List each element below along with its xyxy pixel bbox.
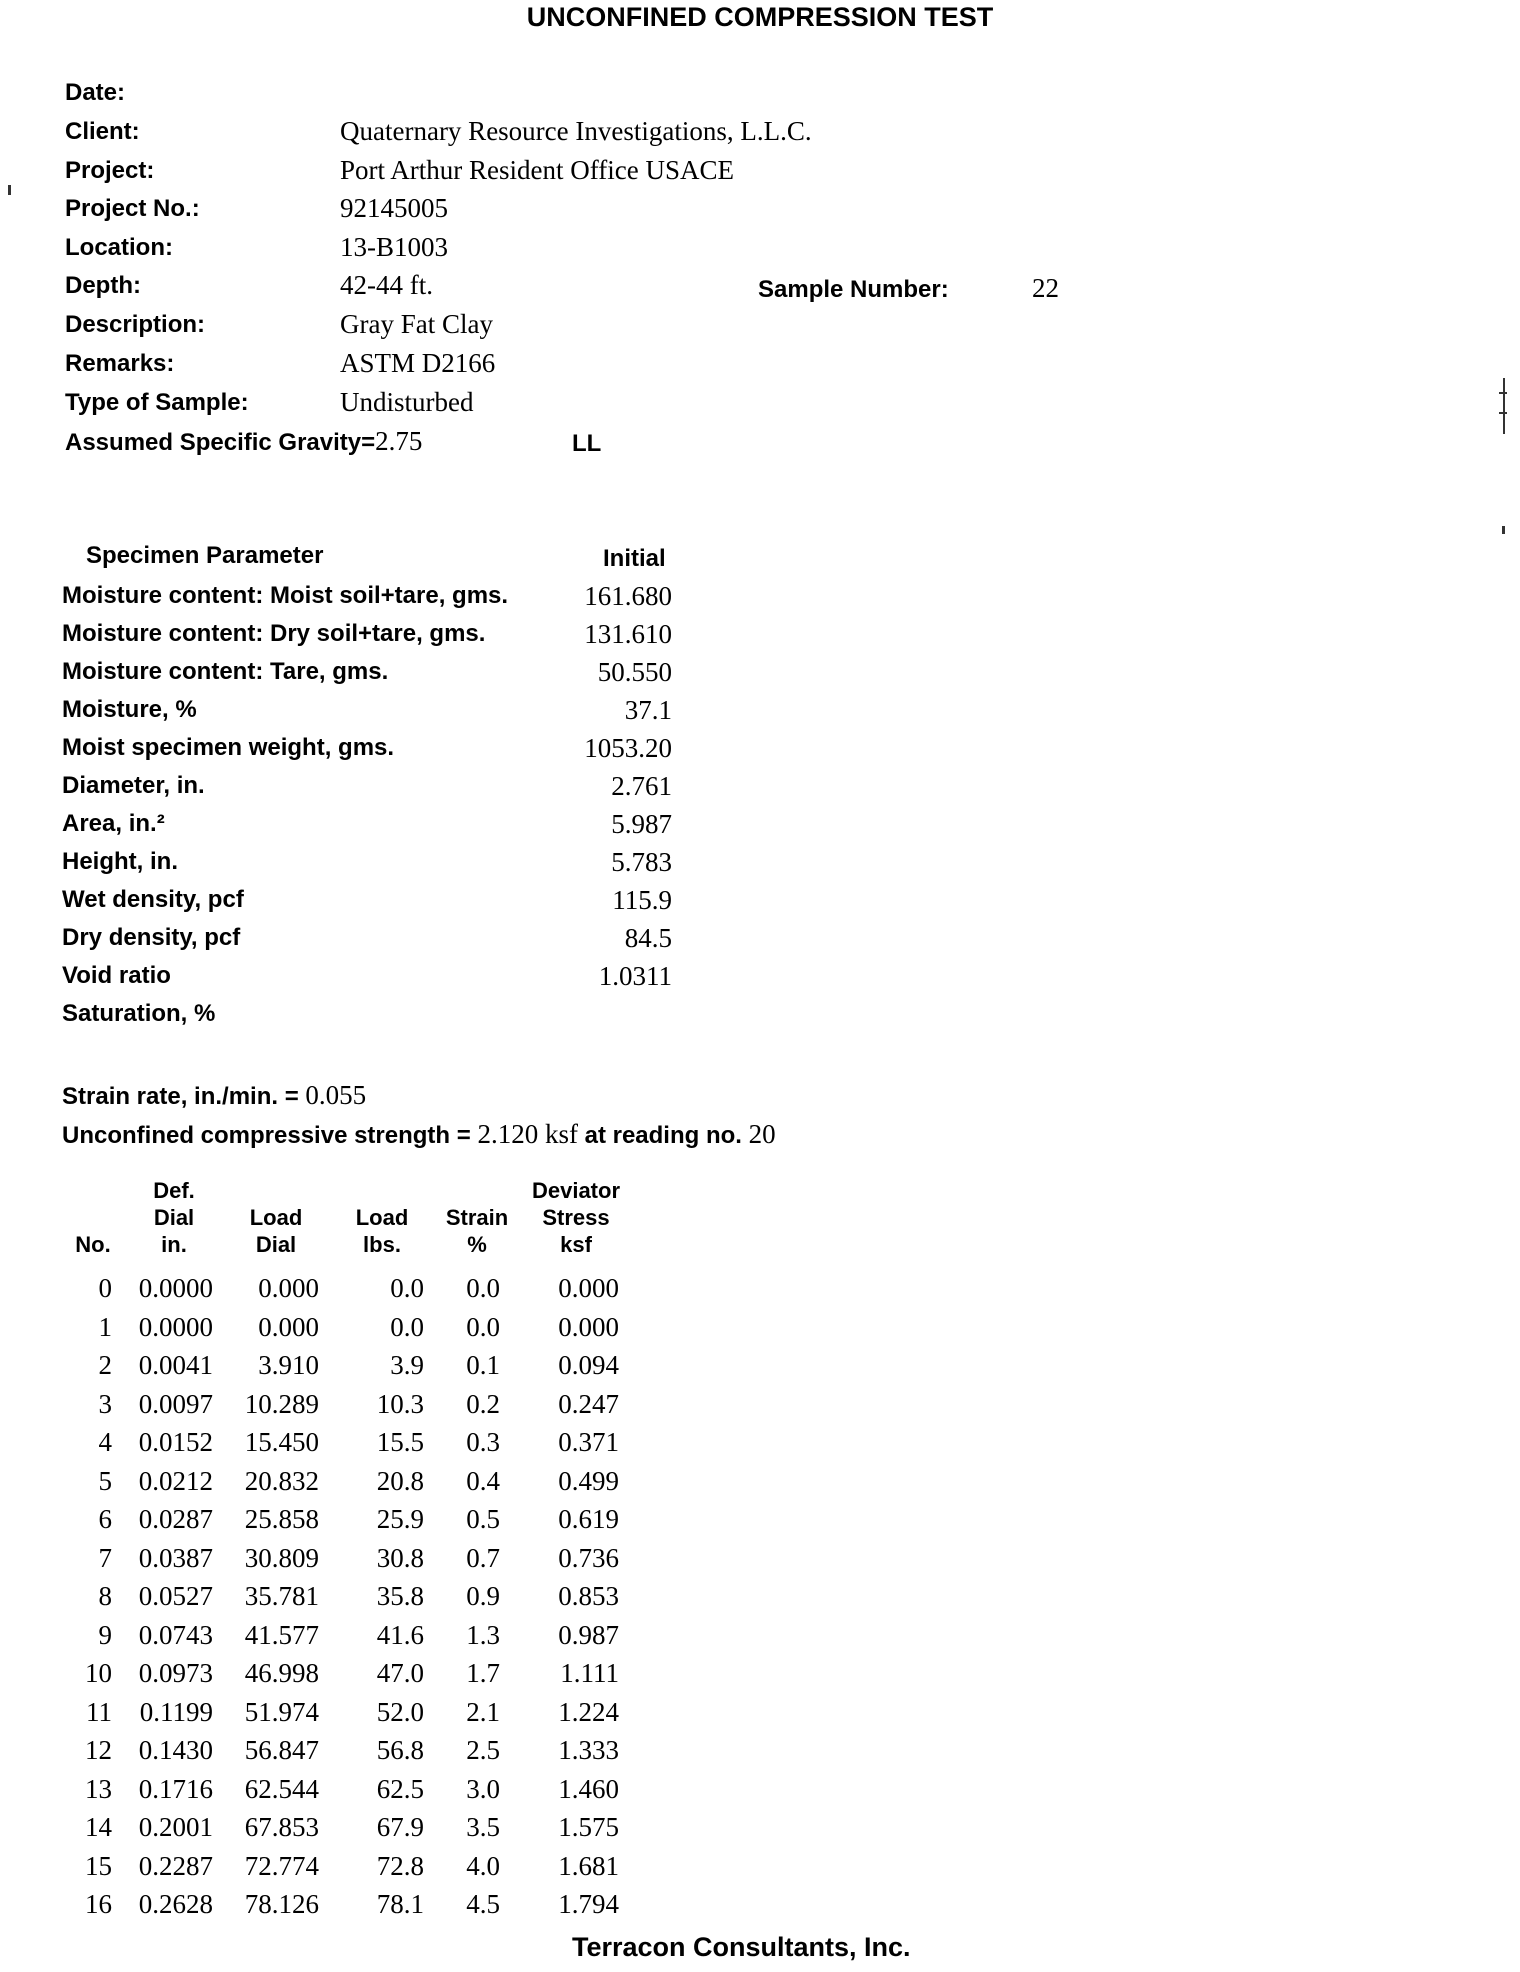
cell-deviator-stress: 0.619	[558, 1504, 619, 1534]
project-value: Port Arthur Resident Office USACE	[340, 155, 734, 185]
cell-load-dial: 0.000	[258, 1273, 319, 1303]
cell-strain: 0.9	[466, 1581, 500, 1611]
specimen-row	[62, 886, 672, 924]
scan-mark	[8, 185, 11, 195]
strain-rate-label: Strain rate, in./min. =	[62, 1083, 306, 1110]
specimen-row-label: Saturation, %	[62, 1000, 216, 1027]
location-value: 13-B1003	[340, 232, 448, 262]
specimen-row	[62, 924, 672, 962]
cell-no: 6	[98, 1504, 112, 1534]
cell-load-dial: 25.858	[244, 1504, 319, 1534]
cell-load-lbs: 30.8	[376, 1543, 424, 1573]
cell-deviator-stress: 1.224	[558, 1697, 619, 1727]
cell-strain: 3.5	[466, 1812, 500, 1842]
cell-def-dial: 0.0743	[138, 1620, 213, 1650]
ucs-label: Unconfined compressive strength =	[62, 1122, 478, 1149]
cell-def-dial: 0.2628	[138, 1889, 213, 1919]
cell-load-lbs: 35.8	[376, 1581, 424, 1611]
cell-load-lbs: 52.0	[376, 1697, 424, 1727]
ucs-line	[62, 1119, 776, 1150]
cell-no: 2	[98, 1350, 112, 1380]
client-value: Quaternary Resource Investigations, L.L.C.	[340, 116, 812, 146]
cell-strain: 0.0	[466, 1312, 500, 1342]
cell-load-lbs: 10.3	[376, 1389, 424, 1419]
specimen-row	[62, 658, 672, 696]
cell-strain: 0.3	[466, 1427, 500, 1457]
column-header-load-lbs: Load	[355, 1205, 409, 1230]
cell-def-dial: 0.0041	[138, 1350, 213, 1380]
cell-no: 11	[86, 1697, 112, 1727]
cell-no: 8	[98, 1581, 112, 1611]
column-header-def-dial: Dial	[153, 1205, 195, 1230]
ucs-value: 2.120 ksf	[477, 1119, 578, 1149]
specimen-parameter-header: Specimen Parameter	[86, 542, 324, 569]
depth-label: Depth:	[65, 272, 141, 299]
cell-def-dial: 0.0097	[138, 1389, 213, 1419]
cell-load-dial: 35.781	[244, 1581, 319, 1611]
specimen-row-label: Moisture content: Dry soil+tare, gms.	[62, 620, 486, 647]
cell-load-dial: 51.974	[244, 1697, 319, 1727]
strain-rate-value: 0.055	[305, 1080, 367, 1110]
cell-no: 10	[85, 1658, 112, 1688]
column-header-load-dial: Load	[249, 1205, 303, 1230]
specimen-row	[62, 582, 672, 620]
specific-gravity-label: Assumed Specific Gravity=	[65, 429, 376, 456]
cell-deviator-stress: 0.000	[558, 1273, 619, 1303]
cell-strain: 1.3	[466, 1620, 500, 1650]
cell-def-dial: 0.0287	[138, 1504, 213, 1534]
specimen-row-value: 5.783	[611, 847, 672, 877]
specimen-row-label: Area, in.²	[62, 810, 165, 837]
cell-no: 5	[98, 1466, 112, 1496]
cell-deviator-stress: 1.111	[560, 1658, 619, 1688]
cell-load-lbs: 3.9	[390, 1350, 424, 1380]
cell-no: 16	[85, 1889, 112, 1919]
specimen-row	[62, 962, 672, 1000]
cell-def-dial: 0.0000	[138, 1312, 213, 1342]
cell-load-lbs: 15.5	[376, 1427, 424, 1457]
specimen-row-value: 2.761	[611, 771, 672, 801]
specimen-row	[62, 772, 672, 810]
specimen-row	[62, 696, 672, 734]
cell-def-dial: 0.0387	[138, 1543, 213, 1573]
cell-def-dial: 0.1430	[138, 1735, 213, 1765]
specimen-row-label: Moisture content: Tare, gms.	[62, 658, 389, 685]
client-label: Client:	[65, 118, 140, 145]
cell-strain: 2.1	[466, 1697, 500, 1727]
description-value: Gray Fat Clay	[340, 309, 493, 339]
cell-load-lbs: 62.5	[376, 1774, 424, 1804]
column-header-deviator-stress: Stress	[542, 1205, 610, 1230]
cell-load-dial: 62.544	[244, 1774, 319, 1804]
specimen-row-value: 50.550	[597, 657, 672, 687]
specimen-row	[62, 848, 672, 886]
specimen-row-value: 161.680	[584, 581, 672, 611]
specimen-row	[62, 1000, 672, 1038]
specimen-row	[62, 734, 672, 772]
cell-load-dial: 56.847	[244, 1735, 319, 1765]
cell-deviator-stress: 1.681	[558, 1851, 619, 1881]
cell-strain: 2.5	[466, 1735, 500, 1765]
cell-deviator-stress: 1.460	[558, 1774, 619, 1804]
column-header-load-lbs: lbs.	[363, 1232, 401, 1257]
cell-strain: 3.0	[466, 1774, 500, 1804]
cell-load-dial: 3.910	[258, 1350, 319, 1380]
cell-load-lbs: 47.0	[376, 1658, 424, 1688]
cell-def-dial: 0.0152	[138, 1427, 213, 1457]
cell-no: 9	[98, 1620, 112, 1650]
specimen-row-value: 84.5	[624, 923, 672, 953]
cell-def-dial: 0.1716	[138, 1774, 213, 1804]
company-footer: Terracon Consultants, Inc.	[572, 1932, 911, 1962]
cell-def-dial: 0.0973	[138, 1658, 213, 1688]
date-label: Date:	[65, 79, 126, 106]
cell-load-dial: 20.832	[244, 1466, 319, 1496]
remarks-label: Remarks:	[65, 350, 175, 377]
cell-load-lbs: 0.0	[390, 1273, 424, 1303]
reading-label: at reading no.	[577, 1122, 749, 1149]
cell-load-dial: 15.450	[244, 1427, 319, 1457]
remarks-value: ASTM D2166	[340, 348, 496, 378]
cell-strain: 1.7	[466, 1658, 500, 1688]
cell-def-dial: 0.1199	[139, 1697, 213, 1727]
cell-deviator-stress: 0.094	[558, 1350, 619, 1380]
specimen-row-label: Height, in.	[62, 848, 178, 875]
cell-no: 7	[98, 1543, 112, 1573]
cell-def-dial: 0.2287	[138, 1851, 213, 1881]
column-header-def-dial: Def.	[153, 1178, 195, 1203]
specimen-row-label: Void ratio	[62, 962, 171, 989]
cell-load-dial: 72.774	[244, 1851, 319, 1881]
specific-gravity-line	[65, 426, 422, 457]
specimen-row-value: 131.610	[584, 619, 672, 649]
cell-strain: 4.5	[466, 1889, 500, 1919]
cell-load-lbs: 72.8	[376, 1851, 424, 1881]
cell-load-lbs: 41.6	[376, 1620, 424, 1650]
depth-value: 42-44 ft.	[340, 270, 433, 300]
specimen-row-value: 1053.20	[584, 733, 672, 763]
project-no-label: Project No.:	[65, 195, 200, 222]
description-label: Description:	[65, 311, 206, 338]
cell-deviator-stress: 0.499	[558, 1466, 619, 1496]
column-header-deviator-stress: Deviator	[531, 1178, 621, 1203]
cell-strain: 0.2	[466, 1389, 500, 1419]
cell-strain: 0.0	[466, 1273, 500, 1303]
cell-load-lbs: 20.8	[376, 1466, 424, 1496]
cell-deviator-stress: 1.794	[558, 1889, 619, 1919]
cell-strain: 0.1	[466, 1350, 500, 1380]
specimen-row-label: Dry density, pcf	[62, 924, 241, 951]
specimen-row-label: Wet density, pcf	[62, 886, 244, 913]
project-label: Project:	[65, 157, 155, 184]
cell-deviator-stress: 0.987	[558, 1620, 619, 1650]
type-of-sample-value: Undisturbed	[340, 387, 474, 417]
cell-strain: 0.7	[466, 1543, 500, 1573]
column-header-strain: Strain	[445, 1205, 509, 1230]
cell-no: 13	[85, 1774, 112, 1804]
cell-def-dial: 0.2001	[138, 1812, 213, 1842]
cell-load-lbs: 56.8	[376, 1735, 424, 1765]
cell-no: 0	[98, 1273, 112, 1303]
specimen-row-label: Moisture content: Moist soil+tare, gms.	[62, 582, 509, 609]
cell-no: 4	[98, 1427, 112, 1457]
cell-deviator-stress: 0.736	[558, 1543, 619, 1573]
cell-no: 12	[85, 1735, 112, 1765]
strain-rate-line	[62, 1080, 366, 1111]
page-title: UNCONFINED COMPRESSION TEST	[526, 2, 994, 32]
project-no-value: 92145005	[340, 193, 448, 223]
location-label: Location:	[65, 234, 173, 261]
specimen-row	[62, 810, 672, 848]
specimen-row-value: 5.987	[611, 809, 672, 839]
scan-mark	[1502, 526, 1505, 534]
cell-load-lbs: 25.9	[376, 1504, 424, 1534]
cell-no: 3	[98, 1389, 112, 1419]
cell-strain: 0.4	[466, 1466, 500, 1496]
cell-deviator-stress: 1.575	[558, 1812, 619, 1842]
cell-load-dial: 0.000	[258, 1312, 319, 1342]
column-header-no: No.	[75, 1232, 111, 1257]
cell-no: 14	[85, 1812, 112, 1842]
scan-mark	[1503, 378, 1505, 434]
cell-load-dial: 41.577	[244, 1620, 319, 1650]
cell-def-dial: 0.0000	[138, 1273, 213, 1303]
sample-number-label: Sample Number:	[758, 276, 949, 303]
scan-mark	[1499, 412, 1507, 414]
specimen-row-label: Moist specimen weight, gms.	[62, 734, 395, 761]
column-header-deviator-stress: ksf	[560, 1232, 592, 1257]
specimen-row-label: Moisture, %	[62, 696, 197, 723]
specimen-row	[62, 620, 672, 658]
cell-deviator-stress: 1.333	[558, 1735, 619, 1765]
cell-load-dial: 10.289	[244, 1389, 319, 1419]
cell-load-lbs: 78.1	[376, 1889, 424, 1919]
type-of-sample-label: Type of Sample:	[65, 389, 249, 416]
cell-load-dial: 78.126	[244, 1889, 319, 1919]
specimen-row-label: Diameter, in.	[62, 772, 205, 799]
cell-load-lbs: 67.9	[376, 1812, 424, 1842]
cell-strain: 0.5	[466, 1504, 500, 1534]
cell-no: 15	[85, 1851, 112, 1881]
cell-load-lbs: 0.0	[390, 1312, 424, 1342]
cell-deviator-stress: 0.000	[558, 1312, 619, 1342]
specimen-row-value: 1.0311	[598, 961, 672, 991]
column-header-def-dial: in.	[161, 1232, 187, 1257]
specimen-row-value: 115.9	[612, 885, 672, 915]
sample-number-value: 22	[1032, 273, 1059, 303]
specimen-row-value: 37.1	[624, 695, 672, 725]
cell-load-dial: 67.853	[244, 1812, 319, 1842]
cell-def-dial: 0.0212	[138, 1466, 213, 1496]
cell-load-dial: 46.998	[244, 1658, 319, 1688]
reading-value: 20	[748, 1119, 776, 1149]
initial-header: Initial	[603, 545, 666, 572]
column-header-load-dial: Dial	[255, 1232, 297, 1257]
cell-deviator-stress: 0.853	[558, 1581, 619, 1611]
cell-def-dial: 0.0527	[138, 1581, 213, 1611]
cell-deviator-stress: 0.371	[558, 1427, 619, 1457]
specific-gravity-value: 2.75	[375, 426, 423, 456]
cell-load-dial: 30.809	[244, 1543, 319, 1573]
scan-mark	[1499, 392, 1507, 394]
column-header-strain: %	[467, 1232, 487, 1257]
cell-no: 1	[98, 1312, 112, 1342]
cell-deviator-stress: 0.247	[558, 1389, 619, 1419]
ll-label: LL	[572, 430, 602, 457]
cell-strain: 4.0	[466, 1851, 500, 1881]
